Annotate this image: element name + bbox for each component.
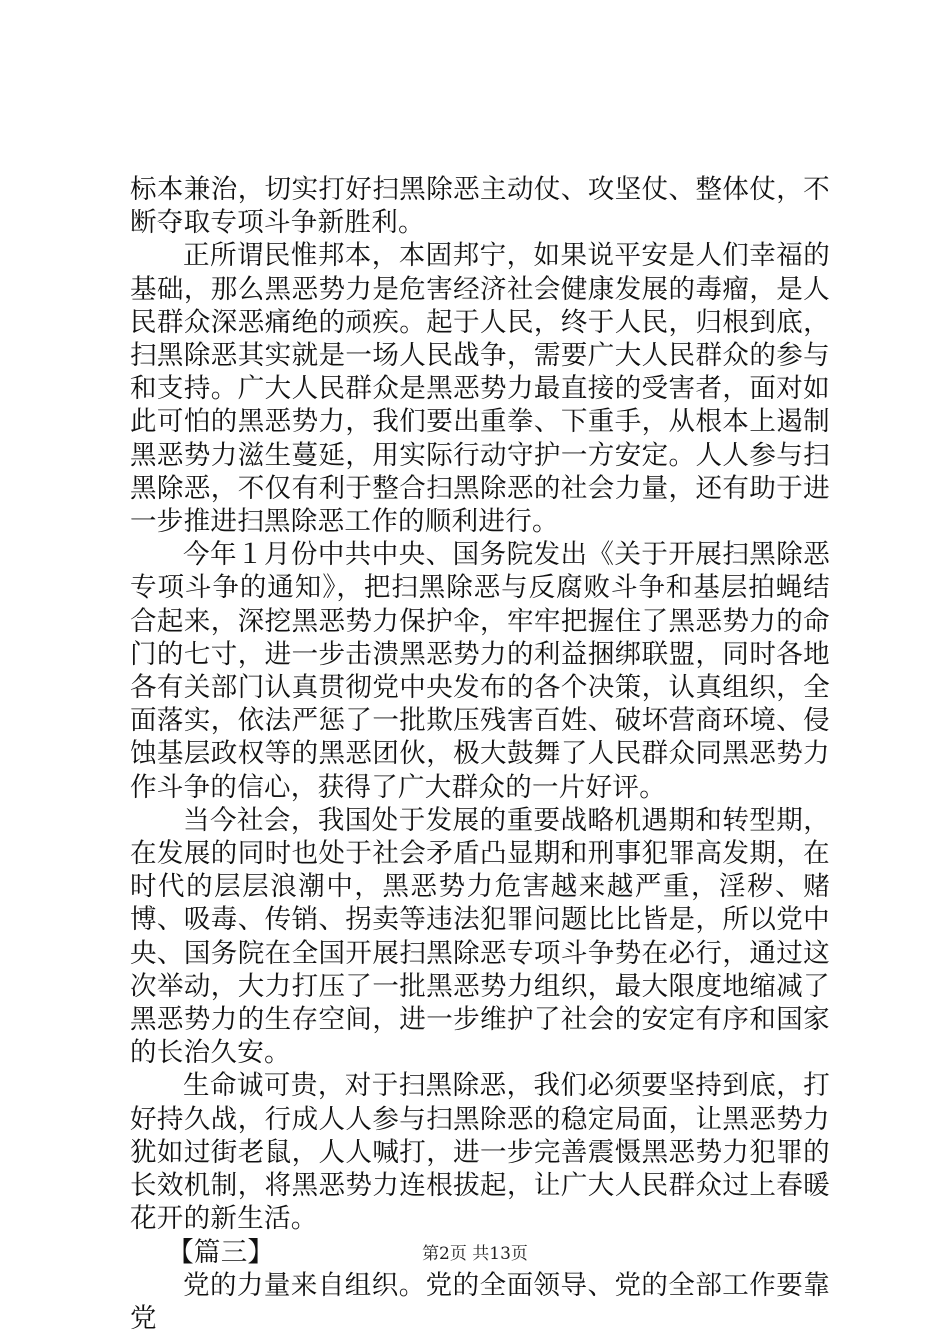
section-heading-part-three: 【篇三】 [167, 1236, 275, 1268]
paragraph-people-war: 正所谓民惟邦本，本固邦宁，如果说平安是人们幸福的基础，那么黑恶势力是危害经济社会健康发展的毒瘤，是人民群众深恶痛绝的顽疾。起于人民，终于人民，归根到底，扫黑除恶其实就是一场人民战争，需要广大人民群众的参与和支持。广大人民群众是黑恶势力最直接的受害者，面对如此可怕的黑恶势力，我们要出重拳、下重手，从根本上遏制黑恶势力滋生蔓延，用实际行动守护一方安定。人人参与扫黑除恶，不仅有利于整合扫黑除恶的社会力量，还有助于进一步推进扫黑除恶工作的顺利进行。 [130, 240, 830, 538]
paragraph-current-society: 当今社会，我国处于发展的重要战略机遇期和转型期，在发展的同时也处于社会矛盾凸显期和刑事犯罪高发期，在时代的层层浪潮中，黑恶势力危害越来越严重，淫秽、赌博、吸毒、传销、拐卖等违法犯罪问题比比皆是，所以党中央、国务院在全国开展扫黑除恶专项斗争势在必行，通过这次举动，大力打压了一批黑恶势力组织，最大限度地缩减了黑恶势力的生存空间，进一步维护了社会的安定有序和国家的长治久安。 [130, 804, 830, 1069]
paragraph-central-notice: 今年１月份中共中央、国务院发出《关于开展扫黑除恶专项斗争的通知》，把扫黑除恶与反腐败斗争和基层拍蝇结合起来，深挖黑恶势力保护伞，牢牢把握住了黑恶势力的命门的七寸，进一步击溃黑恶势力的利益捆绑联盟，同时各地各有关部门认真贯彻党中央发布的各个决策，认真组织，全面落实，依法严惩了一批欺压残害百姓、破坏营商环境、侵蚀基层政权等的黑恶团伙，极大鼓舞了人民群众同黑恶势力作斗争的信心，获得了广大群众的一片好评。 [130, 539, 830, 803]
document-body [130, 173, 830, 1335]
paragraph-continuation: 标本兼治，切实打好扫黑除恶主动仗、攻坚仗、整体仗，不断夺取专项斗争新胜利。 [130, 174, 830, 239]
paragraph-party-organization: 党的力量来自组织。党的全面领导、党的全部工作要靠党 [130, 1269, 830, 1334]
page-number-footer: 第2页 共13页 [422, 1244, 528, 1264]
paragraph-persist: 生命诚可贵，对于扫黑除恶，我们必须要坚持到底，打好持久战，行成人人参与扫黑除恶的稳定局面，让黑恶势力犹如过街老鼠，人人喊打，进一步完善震慑黑恶势力犯罪的长效机制，将黑恶势力连根拔起，让广大人民群众过上春暖花开的新生活。 [130, 1070, 830, 1235]
